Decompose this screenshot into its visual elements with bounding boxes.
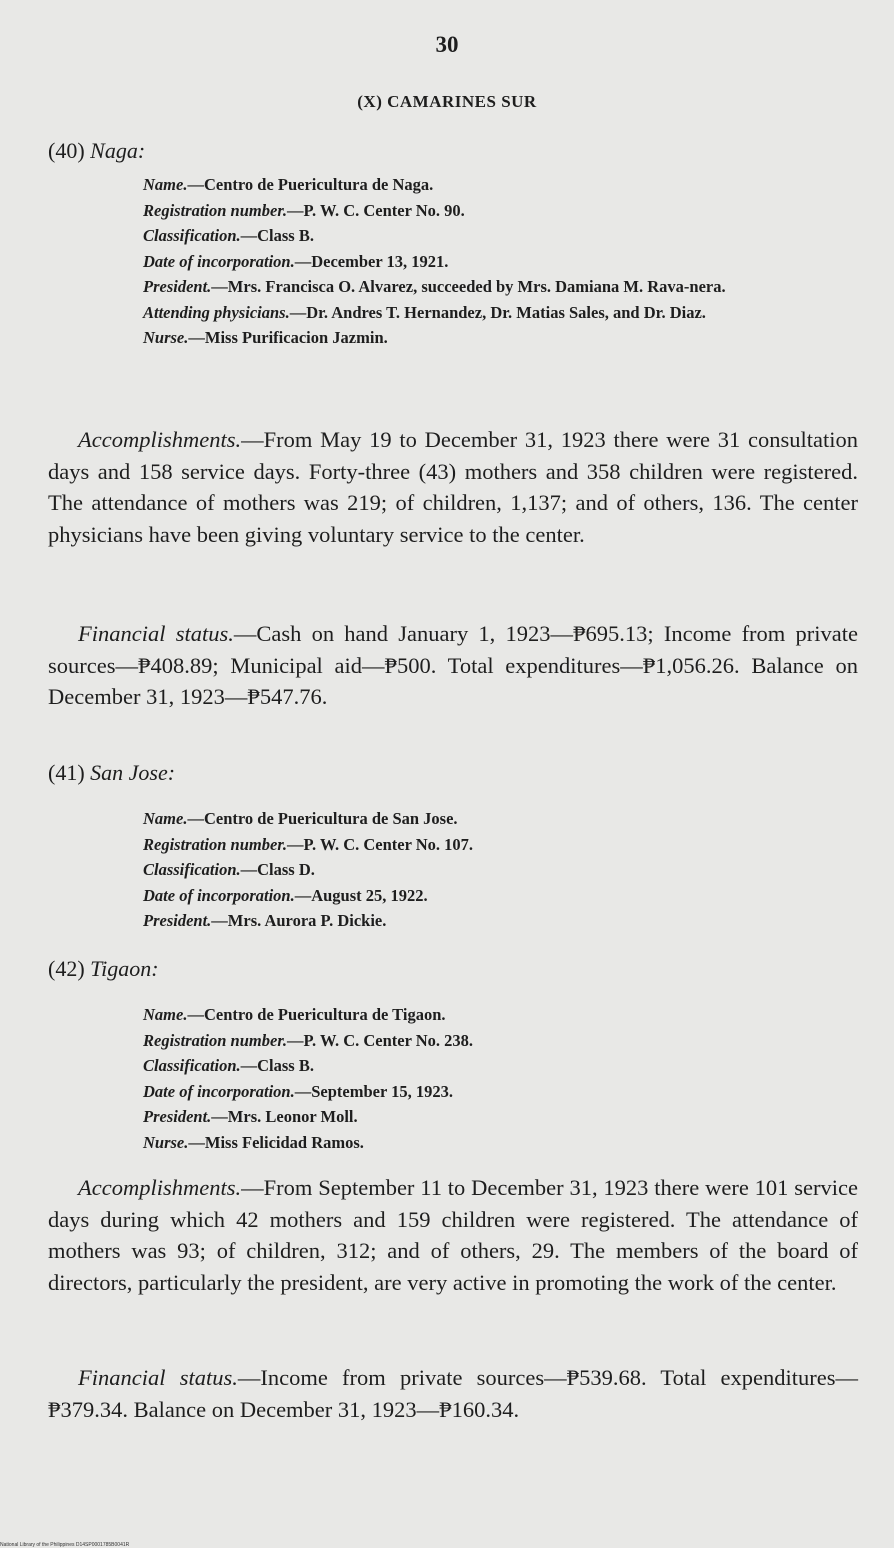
detail-incorporation: Date of incorporation.—September 15, 1923. — [143, 1081, 453, 1101]
detail-name: Name.—Centro de Puericultura de Naga. — [143, 175, 434, 194]
page-number: 30 — [435, 32, 459, 57]
accomplishments-paragraph-naga: Accomplishments.—From May 19 to December 31, 1923 there were 31 consultation days and 158 service days. Forty-three (43) mothers and 358 children were registered. The attendance of mothers was 219; of children, 1,137; and of others, 136. The center physicians have been giving voluntary service to the center. — [48, 427, 858, 547]
detail-registration: Registration number.—P. W. C. Center No. 238. — [143, 1030, 474, 1050]
section-heading-naga — [48, 138, 145, 164]
detail-incorporation: Date of incorporation.—August 25, 1922. — [143, 885, 428, 905]
section-number: (40) — [48, 138, 85, 163]
accomplishments-paragraph-tigaon: Accomplishments.—From September 11 to December 31, 1923 there were 101 service days during which 42 mothers and 159 children were registered. The attendance of mothers was 93; of children, 312; and of others, 29. The members of the board of directors, particularly the president, are very active in promoting the work of the center. — [48, 1175, 858, 1295]
detail-nurse: Nurse.—Miss Felicidad Ramos. — [143, 1132, 364, 1152]
details-tigaon — [143, 1002, 863, 1155]
detail-classification: Classification.—Class B. — [143, 226, 314, 245]
detail-physicians: Attending physicians.—Dr. Andres T. Hernandez, Dr. Matias Sales, and Dr. Diaz. — [143, 302, 706, 322]
section-number: (42) — [48, 956, 85, 981]
section-place: Naga: — [90, 138, 146, 163]
detail-president: President.—Mrs. Leonor Moll. — [143, 1107, 358, 1126]
financial-paragraph-tigaon: Financial status.—Income from private sources—₱539.68. Total expenditures—₱379.34. Balance on December 31, 1923—₱160.34. — [48, 1365, 859, 1422]
details-san-jose — [143, 806, 863, 934]
detail-president: President.—Mrs. Francisca O. Alvarez, succeeded by Mrs. Damiana M. Rava-nera. — [143, 277, 726, 296]
detail-name: Name.—Centro de Puericultura de San Jose. — [143, 809, 458, 828]
section-heading-san-jose — [48, 760, 175, 786]
detail-classification: Classification.—Class D. — [143, 860, 315, 879]
detail-name: Name.—Centro de Puericultura de Tigaon. — [143, 1005, 446, 1024]
section-place: San Jose: — [90, 760, 176, 785]
detail-classification: Classification.—Class B. — [143, 1056, 314, 1075]
detail-incorporation: Date of incorporation.—December 13, 1921. — [143, 251, 449, 271]
detail-nurse: Nurse.—Miss Purificacion Jazmin. — [143, 328, 388, 347]
section-number: (41) — [48, 760, 85, 785]
detail-registration: Registration number.—P. W. C. Center No. 107. — [143, 834, 474, 854]
section-place: Tigaon: — [90, 956, 159, 981]
details-naga — [143, 172, 863, 351]
detail-president: President.—Mrs. Aurora P. Dickie. — [143, 911, 387, 930]
scan-footer: National Library of the Philippines D14SP0001785B0041R — [0, 1542, 130, 1548]
section-heading-tigaon — [48, 956, 159, 982]
chapter-title: (X) CAMARINES SUR — [357, 92, 537, 111]
financial-paragraph-naga: Financial status.—Cash on hand January 1, 1923—₱695.13; Income from private sources—₱408.89; Municipal aid—₱500. Total expenditures—₱1,056.26. Balance on December 31, 1923—₱547.76. — [48, 621, 858, 709]
detail-registration: Registration number.—P. W. C. Center No. 90. — [143, 200, 465, 220]
